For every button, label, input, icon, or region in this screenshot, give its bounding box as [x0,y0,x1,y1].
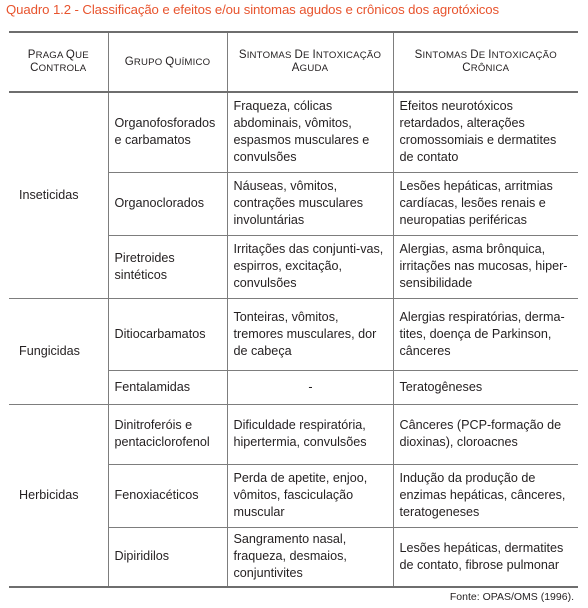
header-aguda: SINTOMAS DE INTOXICAÇÃO AGUDA [227,32,393,92]
grupo-cell: Fenoxiacéticos [108,464,227,527]
table-row [9,92,578,172]
table-row [9,404,578,464]
table-title: Quadro 1.2 - Classificação e efeitos e/ou sintomas agudos e crônicos dos agrotóxicos [6,2,499,17]
table-row [9,298,578,370]
agrotoxicos-table [9,31,578,588]
source-note: Fonte: OPAS/OMS (1996). [449,591,574,603]
cronica-cell: Alergias, asma brônquica, irritações nas mucosas, hiper-sensibilidade [393,235,578,298]
header-praga: PRAGA QUE CONTROLA [9,32,108,92]
header-row [9,32,578,92]
grupo-cell: Fentalamidas [108,370,227,404]
cronica-cell: Alergias respiratórias, derma-tites, doença de Parkinson, cânceres [393,298,578,370]
grupo-cell: Dinitroferóis e pentaciclorofenol [108,404,227,464]
aguda-cell: Tonteiras, vômitos, tremores musculares, dor de cabeça [227,298,393,370]
aguda-cell: - [227,370,393,404]
aguda-cell: Irritações das conjunti-vas, espirros, excitação, convulsões [227,235,393,298]
aguda-cell: Fraqueza, cólicas abdominais, vômitos, espasmos musculares e convulsões [227,92,393,172]
cronica-cell: Lesões hepáticas, dermatites de contato, fibrose pulmonar [393,527,578,587]
grupo-cell: Organoclorados [108,172,227,235]
header-grupo: GRUPO QUÍMICO [108,32,227,92]
cronica-cell: Efeitos neurotóxicos retardados, alterações cromossomiais e dermatites de contato [393,92,578,172]
cronica-cell: Indução da produção de enzimas hepáticas, cânceres, teratogeneses [393,464,578,527]
praga-cell: Inseticidas [9,92,108,298]
grupo-cell: Ditiocarbamatos [108,298,227,370]
cronica-cell: Cânceres (PCP-formação de dioxinas), cloroacnes [393,404,578,464]
praga-cell: Fungicidas [9,298,108,404]
praga-cell: Herbicidas [9,404,108,587]
grupo-cell: Organofosforados e carbamatos [108,92,227,172]
cronica-cell: Teratogêneses [393,370,578,404]
grupo-cell: Dipiridilos [108,527,227,587]
grupo-cell: Piretroides sintéticos [108,235,227,298]
header-cronica: SINTOMAS DE INTOXICAÇÃO CRÔNICA [393,32,578,92]
aguda-cell: Dificuldade respiratória, hipertermia, convulsões [227,404,393,464]
cronica-cell: Lesões hepáticas, arritmias cardíacas, lesões renais e neuropatias periféricas [393,172,578,235]
aguda-cell: Náuseas, vômitos, contrações musculares involuntárias [227,172,393,235]
aguda-cell: Sangramento nasal, fraqueza, desmaios, conjuntivites [227,527,393,587]
aguda-cell: Perda de apetite, enjoo, vômitos, fasciculação muscular [227,464,393,527]
